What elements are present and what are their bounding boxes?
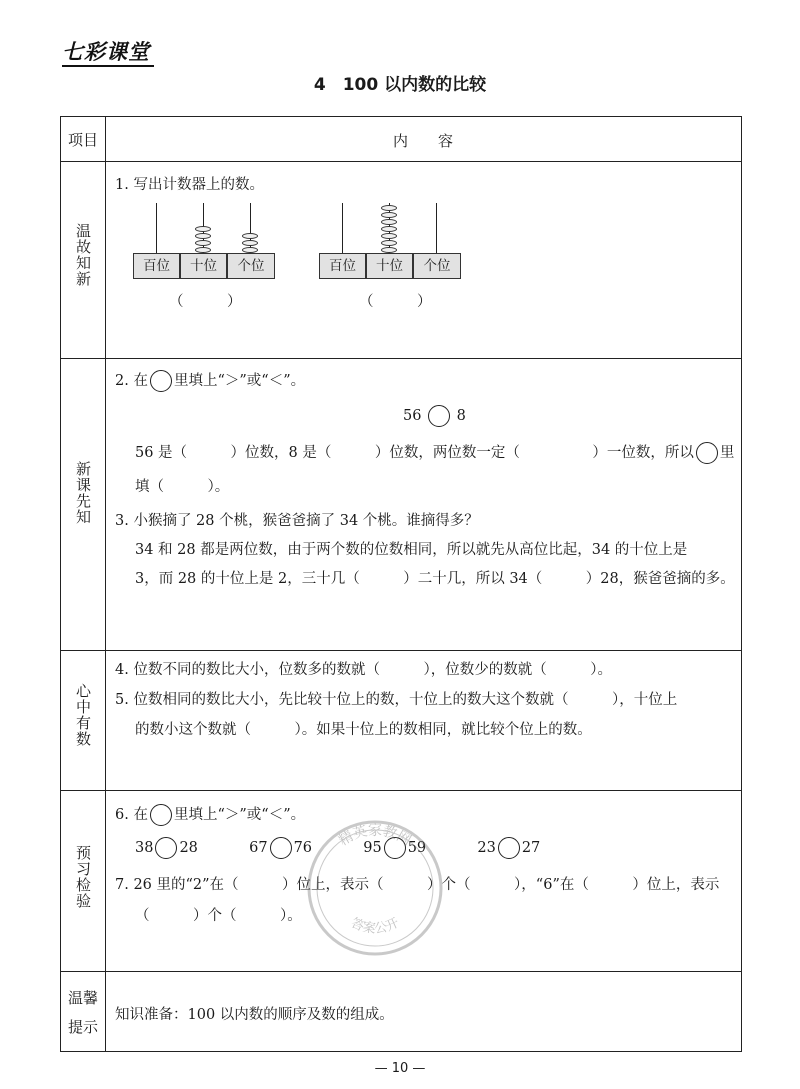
row-divider-1: [61, 358, 741, 359]
compare-right: 8: [456, 408, 466, 424]
watermark-stamp: [300, 808, 450, 958]
compare-circle[interactable]: [155, 837, 177, 859]
q2-line2: 填（ ）。: [135, 479, 230, 495]
q2-line1: [135, 441, 734, 464]
svg-text:精英家教网: 精英家教网: [336, 823, 414, 850]
section-label-tip-2: 提示: [67, 1018, 98, 1036]
abacus-bead: [242, 233, 258, 239]
abacus-bead: [381, 205, 397, 211]
abacus-b-answer[interactable]: （ ）: [359, 294, 432, 310]
section-label-key-points: 心中有数: [74, 683, 92, 747]
row-divider-3: [61, 790, 741, 791]
abacus-a-answer[interactable]: （ ）: [169, 294, 242, 310]
abacus-bead: [381, 219, 397, 225]
q3-line2: 34 和 28 都是两位数，由于两个数的位数相同，所以就先从高位比起，34 的十位上是: [135, 542, 688, 558]
q3-line3: 3，而 28 的十位上是 2，三十几（ ）二十几，所以 34（ ）28，猴爸爸摘的多。: [135, 571, 735, 587]
abacus-b: [319, 203, 461, 283]
place-hundreds: 百位: [133, 253, 180, 279]
compare-circle[interactable]: [428, 405, 450, 427]
tip-text: 知识准备：100 以内数的顺序及数的组成。: [115, 1007, 394, 1023]
q6-instruction: [115, 803, 305, 826]
brand-underline: [62, 65, 154, 67]
header-item-label: 项目: [67, 131, 98, 149]
q7-line1: 7. 26 里的“2”在（ ）位上，表示（ ）个（ ），“6”在（ ）位上，表示: [115, 877, 720, 893]
pair-right: 28: [179, 840, 198, 856]
compare-circle[interactable]: [498, 837, 520, 859]
abacus-bead: [242, 240, 258, 246]
page-title: 4 100 以内数的比较: [313, 75, 487, 95]
q1-text: 1. 写出计数器上的数。: [115, 177, 264, 193]
q2-prefix: 2. 在: [115, 373, 148, 389]
q2-instruction: [115, 369, 305, 392]
q7-line2: （ ）个（ ）。: [135, 908, 302, 924]
pair-left: 23: [477, 840, 496, 856]
compare-left: 56: [403, 408, 422, 424]
place-hundreds: 百位: [319, 253, 366, 279]
place-tens: 十位: [366, 253, 413, 279]
q2-line1-text: 56 是（ ）位数，8 是（ ）位数，两位数一定（ ）一位数，所以: [135, 445, 694, 461]
abacus-rod: [436, 203, 437, 255]
q6-suffix: 里填上“＞”或“＜”。: [173, 807, 306, 823]
pair-left: 67: [249, 840, 268, 856]
pair-right: 27: [521, 840, 541, 856]
page-number: — 10 —: [374, 1061, 426, 1076]
q4-text: 4. 位数不同的数比大小，位数多的数就（ ），位数少的数就（ ）。: [115, 662, 612, 678]
section-label-check: 预习检验: [74, 845, 92, 909]
place-tens: 十位: [180, 253, 227, 279]
abacus-rod: [156, 203, 157, 255]
compare-circle[interactable]: [150, 370, 172, 392]
abacus-rod: [342, 203, 343, 255]
abacus-bead: [195, 226, 211, 232]
pair-right: 59: [407, 840, 427, 856]
brand-text: 七彩课堂: [62, 40, 150, 64]
row-divider-2: [61, 650, 741, 651]
row-divider-header: [61, 161, 741, 162]
abacus-bead: [195, 233, 211, 239]
section-label-review: 温故知新: [74, 223, 92, 287]
pair-right: 76: [293, 840, 313, 856]
column-divider: [105, 117, 106, 1051]
header-content-label: 内 容: [392, 132, 453, 150]
abacus-bead: [195, 240, 211, 246]
brand-logo: [62, 36, 154, 68]
row-divider-4: [61, 971, 741, 972]
place-ones: 个位: [227, 253, 275, 279]
compare-circle[interactable]: [270, 837, 292, 859]
abacus-bead: [381, 233, 397, 239]
abacus-bead: [381, 226, 397, 232]
q2-comparison: [403, 405, 466, 427]
abacus-bead: [381, 240, 397, 246]
q5-line1: 5. 位数相同的数比大小，先比较十位上的数，十位上的数大这个数就（ ），十位上: [115, 692, 678, 708]
pair-left: 38: [135, 840, 154, 856]
pair-left: 95: [363, 840, 382, 856]
q3-line1: 3. 小猴摘了 28 个桃，猴爸爸摘了 34 个桃。谁摘得多？: [115, 513, 479, 529]
abacus-a: [133, 203, 275, 283]
q2-line1-end: 里: [719, 445, 735, 461]
q2-suffix: 里填上“＞”或“＜”。: [173, 373, 306, 389]
abacus-bead: [381, 212, 397, 218]
q5-line2: 的数小这个数就（ ）。如果十位上的数相同，就比较个位上的数。: [135, 722, 592, 738]
place-ones: 个位: [413, 253, 461, 279]
svg-text:答案公开: 答案公开: [348, 915, 402, 937]
compare-circle[interactable]: [150, 804, 172, 826]
q6-prefix: 6. 在: [115, 807, 148, 823]
section-label-tip-1: 温馨: [67, 989, 98, 1007]
section-label-preview: 新课先知: [74, 461, 92, 525]
compare-circle[interactable]: [696, 442, 718, 464]
